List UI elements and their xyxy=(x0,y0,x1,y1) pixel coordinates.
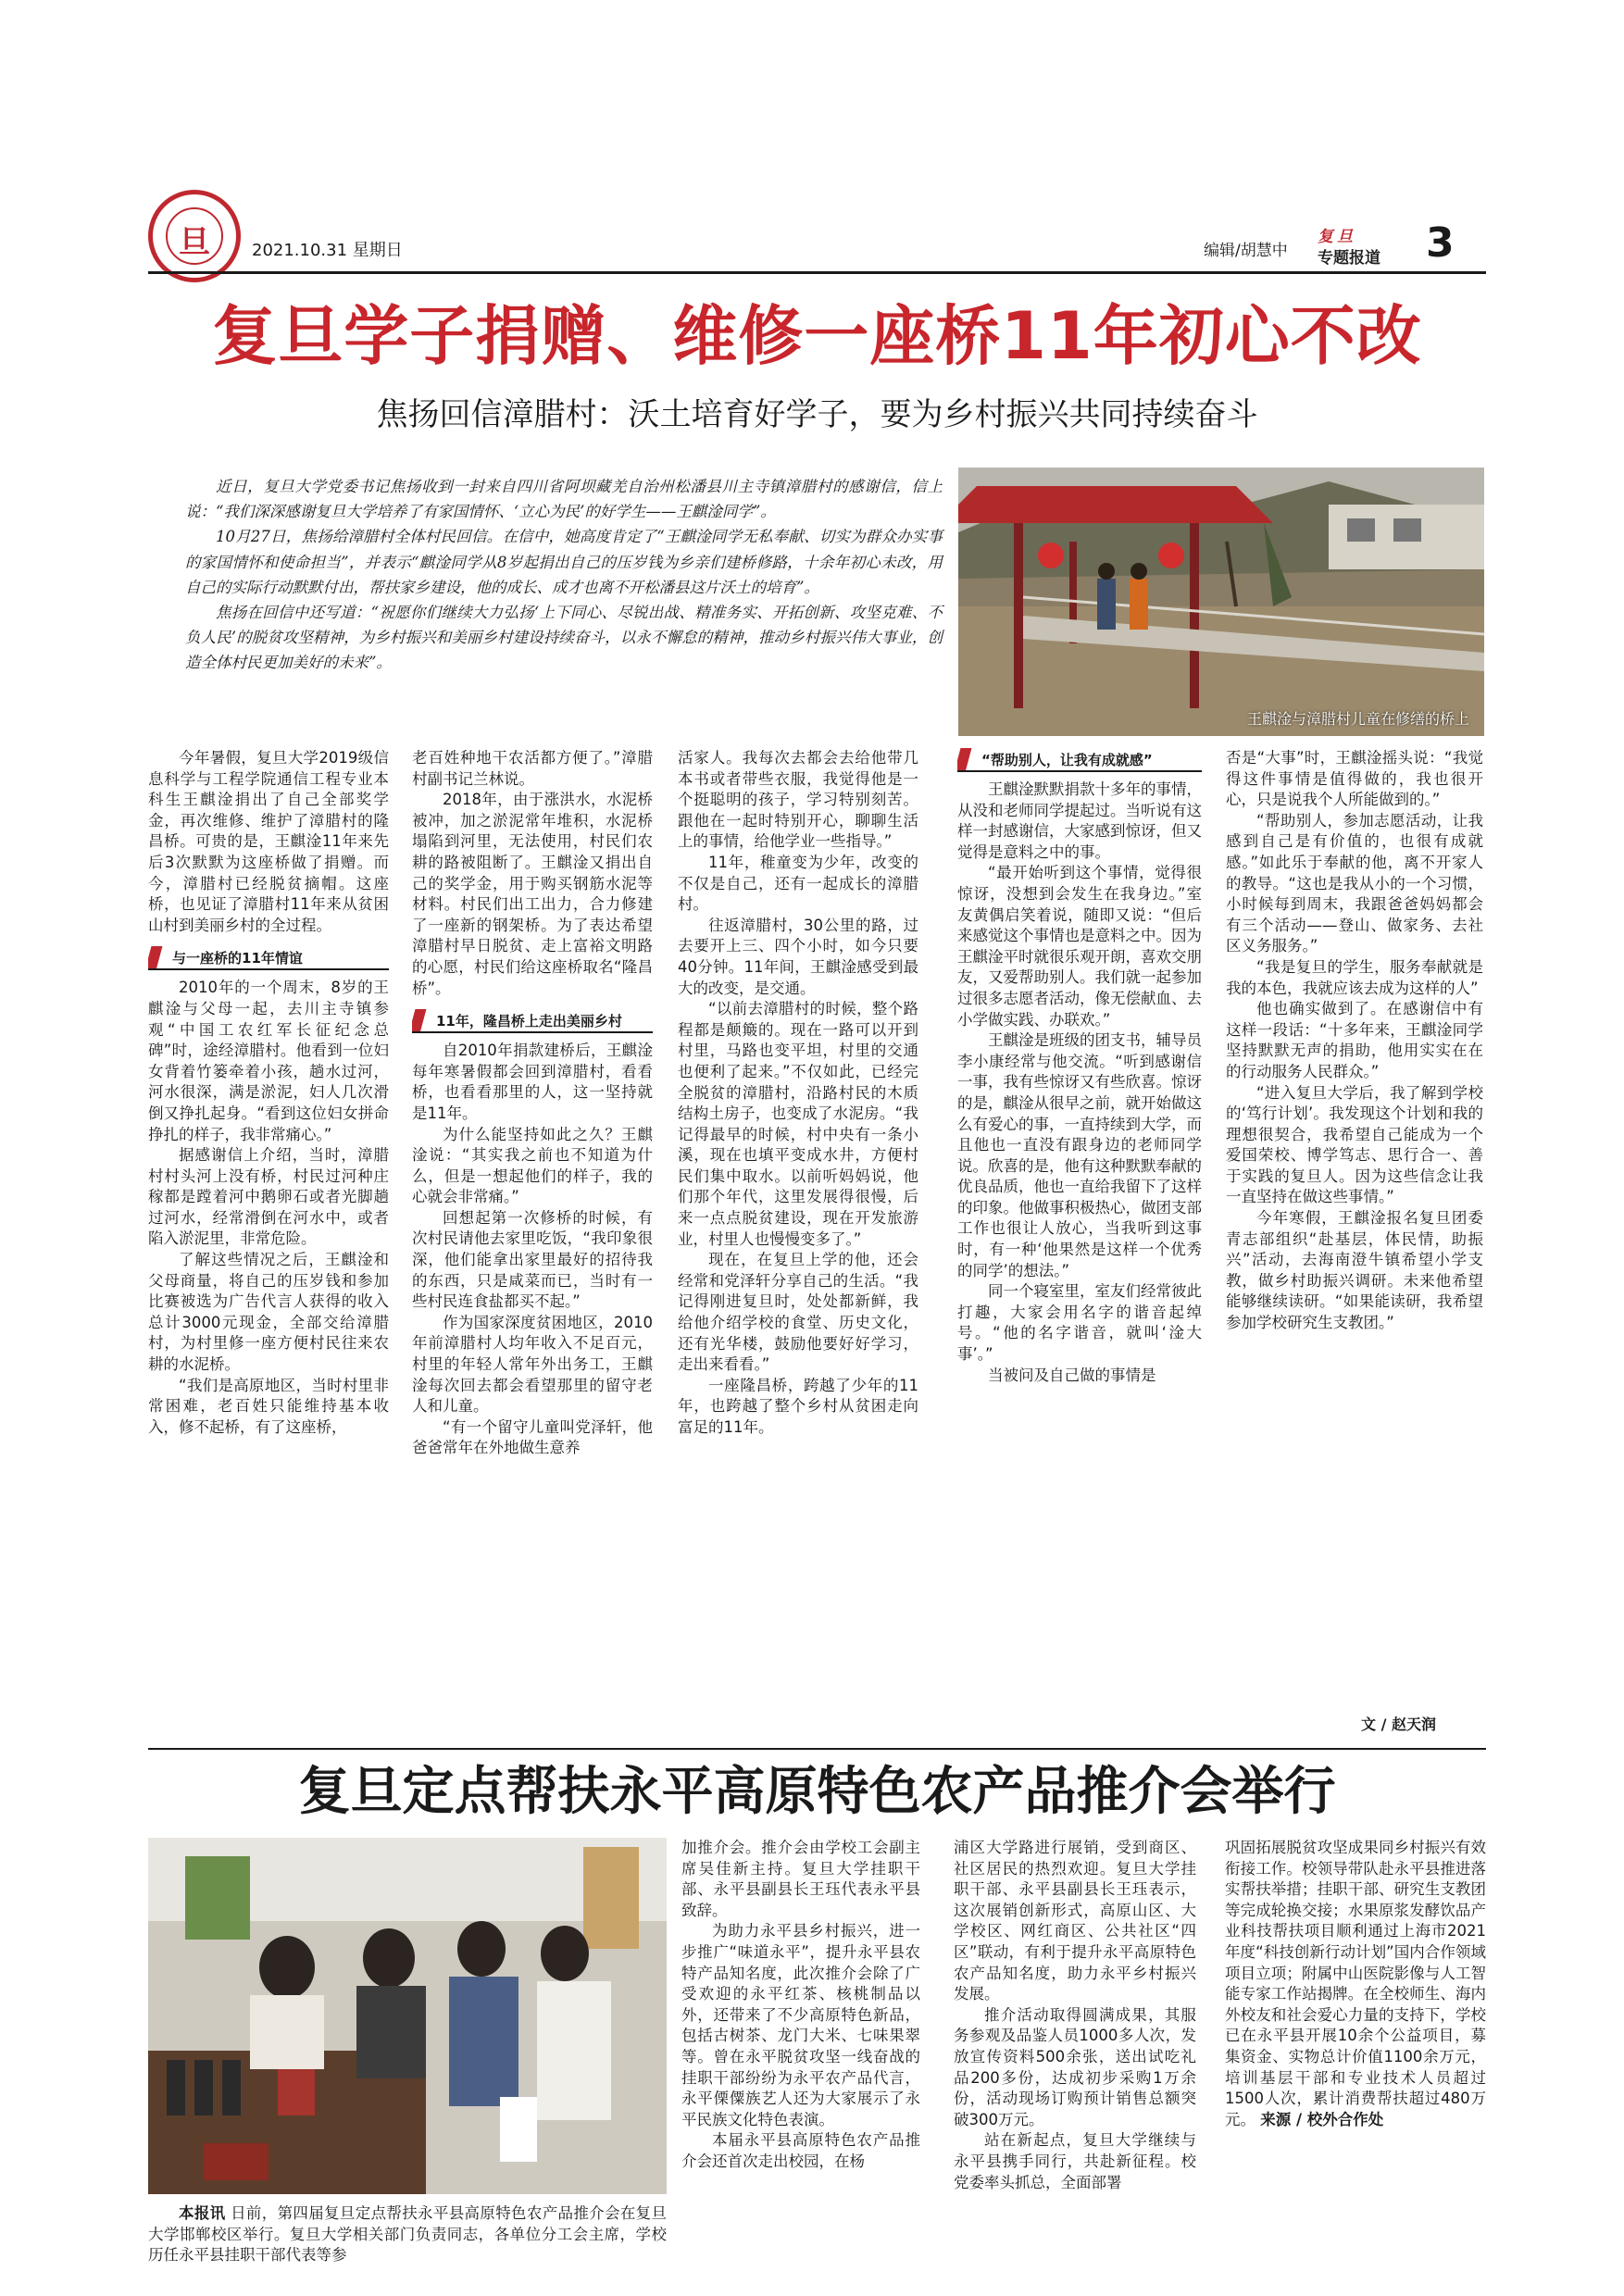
header-rule xyxy=(148,271,1486,274)
banner-rule xyxy=(148,968,389,970)
subheading-banner xyxy=(957,748,1202,772)
body-paragraph: “我们是高原地区，当时村里非常困难，老百姓只能维持基本收入，修不起桥，有了这座桥， xyxy=(148,1376,389,1436)
fudan-logo: 旦 xyxy=(148,190,241,282)
banner-mark-icon xyxy=(957,748,971,772)
editor-credit: 编辑/胡慧中 xyxy=(1204,242,1288,260)
lead-paragraph: 近日，复旦大学党委书记焦扬收到一封来自四川省阿坝藏羌自治州松潘县川主寺镇漳腊村的感谢信，信上说：“我们深深感谢复旦大学培养了有家国情怀、‘立心为民’的好学生——王麒淦同学”。 xyxy=(185,478,943,521)
article-column-3 xyxy=(678,748,918,1674)
page-number: 3 xyxy=(1426,219,1455,267)
body-paragraph: 王麒淦默默捐款十多年的事情，从没和老师同学提起过。当听说有这样一封感谢信，大家感到惊讶，但又觉得是意料之中的事。 xyxy=(957,780,1202,861)
body-paragraph: 今年暑假，复旦大学2019级信息科学与工程学院通信工程专业本科生王麒淦捐出了自己全部奖学金，再次维修、维护了漳腊村的隆昌桥。可贵的是，王麒淦11年来先后3次默默为这座桥做了捐赠。而今，漳腊村已经脱贫摘帽。这座桥，也见证了漳腊村11年来从贫困山村到美丽乡村的全过程。 xyxy=(148,749,389,934)
body-paragraph: 为助力永平县乡村振兴，进一步推广“味道永平”，提升永平县农特产品知名度，此次推介会除了广受欢迎的永平红茶、核桃制品以外，还带来了不少高原特色新品，包括古树茶、龙门大米、七味果翠等。曾在永平脱贫攻坚一线奋战的挂职干部纷纷为永平农产品代言，永平傈僳族艺人还为大家展示了永平民族文化特色表演。 xyxy=(681,1922,920,2128)
banner-rule xyxy=(412,1031,653,1033)
body-paragraph: 同一个寝室里，室友们经常彼此打趣，大家会用名字的谐音起绰号。“他的名字谐音，就叫‘淦大事’。” xyxy=(957,1282,1202,1364)
story2-column-2 xyxy=(681,1838,920,2273)
body-paragraph: 本届永平县高原特色农产品推介会还首次走出校园，在杨 xyxy=(681,2131,920,2170)
body-paragraph: 巩固拓展脱贫攻坚成果同乡村振兴有效衔接工作。校领导带队赴永平县推进落实帮扶举措；挂职干部、研究生支教团等完成轮换交接；水果原浆发酵饮品产业科技帮扶项目顺利通过上海市2021年度“科技创新行动计划”国内合作领域项目立项；附属中山医院影像与人工智能专家工作站揭牌。在全校师生、海内外校友和社会爱心力量的支持下，学校已在永平县开展10余个公益项目，募集资金、实物总计价值1100余万元，培训基层干部和专业技术人员超过1500人次，累计消费帮扶超过480万元。 xyxy=(1225,1839,1486,2128)
bridge-photo xyxy=(958,468,1484,736)
report-label: 本报讯 xyxy=(179,2204,226,2222)
body-paragraph: “最开始听到这个事情，觉得很惊讶，没想到会发生在我身边。”室友黄偶启笑着说，随即又说：“但后来感觉这个事情也是意料之中。因为王麒淦平时就很乐观开朗，喜欢交朋友，又爱帮助别人。我们就一起参加过很多志愿者活动，像无偿献血、去小学做实践、办联欢。” xyxy=(957,864,1202,1029)
body-paragraph: 一座隆昌桥，跨越了少年的11年，也跨越了整个乡村从贫困走向富足的11年。 xyxy=(678,1376,918,1436)
body-paragraph: “帮助别人，参加志愿活动，让我感到自己是有价值的，也很有成就感。”如此乐于奉献的他，离不开家人的教导。“这也是我从小的一个习惯，小时候每到周末，我跟爸爸妈妈都会有三个活动——登山、做家务、去社区义务服务。” xyxy=(1226,811,1483,955)
article-column-4 xyxy=(957,748,1202,1674)
body-paragraph: “有一个留守儿童叫党泽轩，他爸爸常年在外地做生意养 xyxy=(412,1417,653,1457)
lead-paragraph: 10月27日，焦扬给漳腊村全体村民回信。在信中，她高度肯定了“王麒淦同学无私奉献、切实为群众办实事的家国情怀和使命担当”，并表示“麒淦同学从8岁起捐出自己的压岁钱为乡亲们建桥修路，十余年初心未改，用自己的实际行动默默付出，帮扶家乡建设，他的成长、成才也离不开松潘县这片沃土的培育”。 xyxy=(185,528,943,596)
banner-rule xyxy=(957,770,1202,772)
body-paragraph: 回想起第一次修桥的时候，有次村民请他去家里吃饭，“我印象很深，他们能拿出家里最好的招待我的东西，只是咸菜而已，当时有一些村民连食盐都买不起。” xyxy=(412,1208,653,1311)
body-paragraph: 为什么能坚持如此之久？王麒淦说：“其实我之前也不知道为什么，但是一想起他们的样子，我的心就会非常痛。” xyxy=(412,1125,653,1206)
article-column-1 xyxy=(148,748,389,1674)
body-paragraph: 推介活动取得圆满成果，其服务参观及品鉴人员1000多人次，发放宣传资料500余张，送出试吃礼品200多份，达成初步采购1万余份，活动现场订购预计销售总额突破300万元。 xyxy=(954,2005,1196,2128)
brand-mark: 复旦 xyxy=(1318,228,1356,246)
section-name: 专题报道 xyxy=(1318,249,1380,268)
subheading-banner xyxy=(412,1009,653,1033)
body-paragraph: “以前去漳腊村的时候，整个路程都是颠簸的。现在一路可以开到村里，马路也变平坦，村里的交通也便利了起来。”不仅如此，已经完全脱贫的漳腊村，沿路村民的木质结构土房子，也变成了水泥房。“我记得最早的时候，村中央有一条小溪，现在也填平变成水井，方便村民们集中取水。以前听妈妈说，他们那个年代，这里发展得很慢，后来一点点脱贫建设，现在开发旅游业，村里人也慢慢变多了。” xyxy=(678,1000,918,1248)
body-paragraph: 王麒淦是班级的团支书，辅导员李小康经常与他交流。“听到感谢信一事，我有些惊讶又有些欣喜。惊讶的是，麒淦从很早之前，就开始做这么有爱心的事，一直持续到大学，而且他也一直没有跟身边的老师同学说。欣喜的是，他有这种默默奉献的优良品质，他也一直给我留下了这样的印象。他做事积极热心，做团支部工作也很让人放心，当我听到这事时，有一种‘他果然是这样一个优秀的同学’的想法。” xyxy=(957,1031,1202,1279)
body-paragraph: 2010年的一个周末，8岁的王麒淦与父母一起，去川主寺镇参观“中国工农红军长征纪念总碑”时，途经漳腊村。他看到一位妇女背着竹篓牵着小孩，趟水过河，河水很深，满是淤泥，妇人几次滑倒又挣扎起身。“看到这位妇女拼命挣扎的样子，我非常痛心。” xyxy=(148,979,389,1143)
story1-byline: 文 / 赵天润 xyxy=(1361,1716,1436,1733)
body-paragraph: 11年，稚童变为少年，改变的不仅是自己，还有一起成长的漳腊村。 xyxy=(678,853,918,914)
body-paragraph: 作为国家深度贫困地区，2010年前漳腊村人均年收入不足百元，村里的年轻人常年外出务工，王麒淦每次回去都会看望那里的留守老人和儿童。 xyxy=(412,1313,653,1416)
body-paragraph: 加推介会。推介会由学校工会副主席吴佳新主持。复旦大学挂职干部、永平县副县长王珏代表永平县致辞。 xyxy=(681,1839,920,1919)
article-column-5 xyxy=(1226,748,1483,1674)
subheading-text: 与一座桥的11年情谊 xyxy=(172,950,303,967)
lead-paragraph: 焦扬在回信中还写道：“祝愿你们继续大力弘扬‘上下同心、尽锐出战、精准务实、开拓创新、攻坚克难、不负人民’的脱贫攻坚精神，为乡村振兴和美丽乡村建设持续奋斗，以永不懈怠的精神，推动乡村振兴伟大事业，创造全体村民更加美好的未来”。 xyxy=(185,604,943,672)
sub-headline: 焦扬回信漳腊村：沃土培育好学子，要为乡村振兴共同持续奋斗 xyxy=(376,396,1258,433)
issue-date: 2021.10.31 星期日 xyxy=(252,241,403,260)
body-paragraph: 当被问及自己做的事情是 xyxy=(988,1366,1156,1384)
main-headline: 复旦学子捐赠、维修一座桥11年初心不改 xyxy=(212,298,1422,374)
body-paragraph: 站在新起点，复旦大学继续与永平县携手同行，共赴新征程。校党委率头抓总，全面部署 xyxy=(954,2131,1196,2191)
body-paragraph: 否是“大事”时，王麒淦摇头说：“我觉得这件事情是值得做的，我也很开心，只是说我个人所能做到的。” xyxy=(1226,749,1483,809)
article-column-2 xyxy=(412,748,653,1674)
body-paragraph: 往返漳腊村，30公里的路，过去要开上三、四个小时，如今只要40分钟。11年间，王麒淦感受到最大的改变，是交通。 xyxy=(678,916,918,997)
body-paragraph: “我是复旦的学生，服务奉献就是我的本色，我就应该去成为这样的人” xyxy=(1226,957,1483,997)
body-paragraph: 活家人。我每次去都会去给他带几本书或者带些衣服，我觉得他是一个挺聪明的孩子，学习特别刻苦。跟他在一起时特别开心，聊聊生活上的事情，给他学业一些指导。” xyxy=(678,749,918,851)
story2-column-1 xyxy=(148,2203,667,2277)
body-paragraph: “进入复旦大学后，我了解到学校的‘笃行计划’。我发现这个计划和我的理想很契合，我希望自己能成为一个爱国荣校、博学笃志、思行合一、善于实践的复旦人。因为这些信念让我一直坚持在做这些事情。” xyxy=(1226,1083,1483,1206)
banner-mark-icon xyxy=(412,1009,426,1033)
body-paragraph: 自2010年捐款建桥后，王麒淦每年寒暑假都会回到漳腊村，看看桥，也看看那里的人，这一坚持就是11年。 xyxy=(412,1042,653,1122)
body-paragraph: 浦区大学路进行展销，受到商区、社区居民的热烈欢迎。复旦大学挂职干部、永平县副县长王珏表示，这次展销创新形式，高原山区、大学校区、网红商区、公共社区“四区”联动，有利于提升永平高原特色农产品知名度，助力永平乡村振兴发展。 xyxy=(954,1839,1196,2003)
body-paragraph: 日前，第四届复旦定点帮扶永平县高原特色农产品推介会在复旦大学邯郸校区举行。复旦大学相关部门负责同志，各单位分工会主席，学校历任永平县挂职干部代表等参 xyxy=(148,2204,667,2265)
lead-paragraphs xyxy=(185,474,943,676)
second-headline: 复旦定点帮扶永平高原特色农产品推介会举行 xyxy=(298,1761,1336,1822)
fair-photo xyxy=(148,1838,667,2194)
body-paragraph: 他也确实做到了。在感谢信中有这样一段话：“十多年来，王麒淦同学坚持默默无声的捐助，他用实实在在的行动服务人民群众。” xyxy=(1226,1000,1483,1080)
body-paragraph: 现在，在复旦上学的他，还会经常和党泽轩分享自己的生活。“我记得刚进复旦时，处处都新鲜，我给他介绍学校的食堂、历史文化，还有光华楼，鼓励他要好好学习，走出来看看。” xyxy=(678,1251,918,1374)
body-paragraph: 今年寒假，王麒淦报名复旦团委青志部组织“赴基层，体民情，助振兴”活动，去海南澄牛镇希望小学支教，做乡村助振兴调研。未来他希望能够继续读研。“如果能读研，我希望参加学校研究生支教团。” xyxy=(1226,1209,1483,1332)
subheading-text: 11年，隆昌桥上走出美丽乡村 xyxy=(436,1013,622,1030)
bridge-photo-illustration xyxy=(958,468,1484,736)
body-paragraph: 老百姓种地干农活都方便了。”漳腊村副书记兰林说。 xyxy=(412,749,653,788)
story2-column-4 xyxy=(1225,1838,1486,2273)
body-paragraph: 据感谢信上介绍，当时，漳腊村村头河上没有桥，村民过河种庄稼都是蹚着河中鹅卵石或者光脚趟过河水，经常滑倒在河水中，或者陷入淤泥里，非常危险。 xyxy=(148,1146,389,1248)
story-separator xyxy=(148,1748,1486,1750)
subheading-text: “帮助别人，让我有成就感” xyxy=(981,752,1153,768)
photo-caption: 王麒淦与漳腊村儿童在修缮的桥上 xyxy=(1246,710,1469,728)
fair-photo-illustration xyxy=(148,1838,667,2194)
body-paragraph: 了解这些情况之后，王麒淦和父母商量，将自己的压岁钱和参加比赛被选为广告代言人获得的收入总计3000元现金，全部交给漳腊村，为村里修一座方便村民往来农耕的水泥桥。 xyxy=(148,1251,389,1374)
body-paragraph: 2018年，由于涨洪水，水泥桥被冲，加之淤泥常年堆积，水泥桥塌陷到河里，无法使用，村民们农耕的路被阻断了。王麒淦又捐出自己的奖学金，用于购买钢筋水泥等材料。村民们出工出力，合力修建了一座新的钢架桥。为了表达希望漳腊村早日脱贫、走上富裕文明路的心愿，村民们给这座桥取名“隆昌桥”。 xyxy=(412,791,653,997)
story2-column-3 xyxy=(954,1838,1196,2273)
banner-mark-icon xyxy=(148,946,162,970)
subheading-banner xyxy=(148,946,389,970)
story2-byline: 来源 / 校外合作处 xyxy=(1260,2110,1384,2128)
